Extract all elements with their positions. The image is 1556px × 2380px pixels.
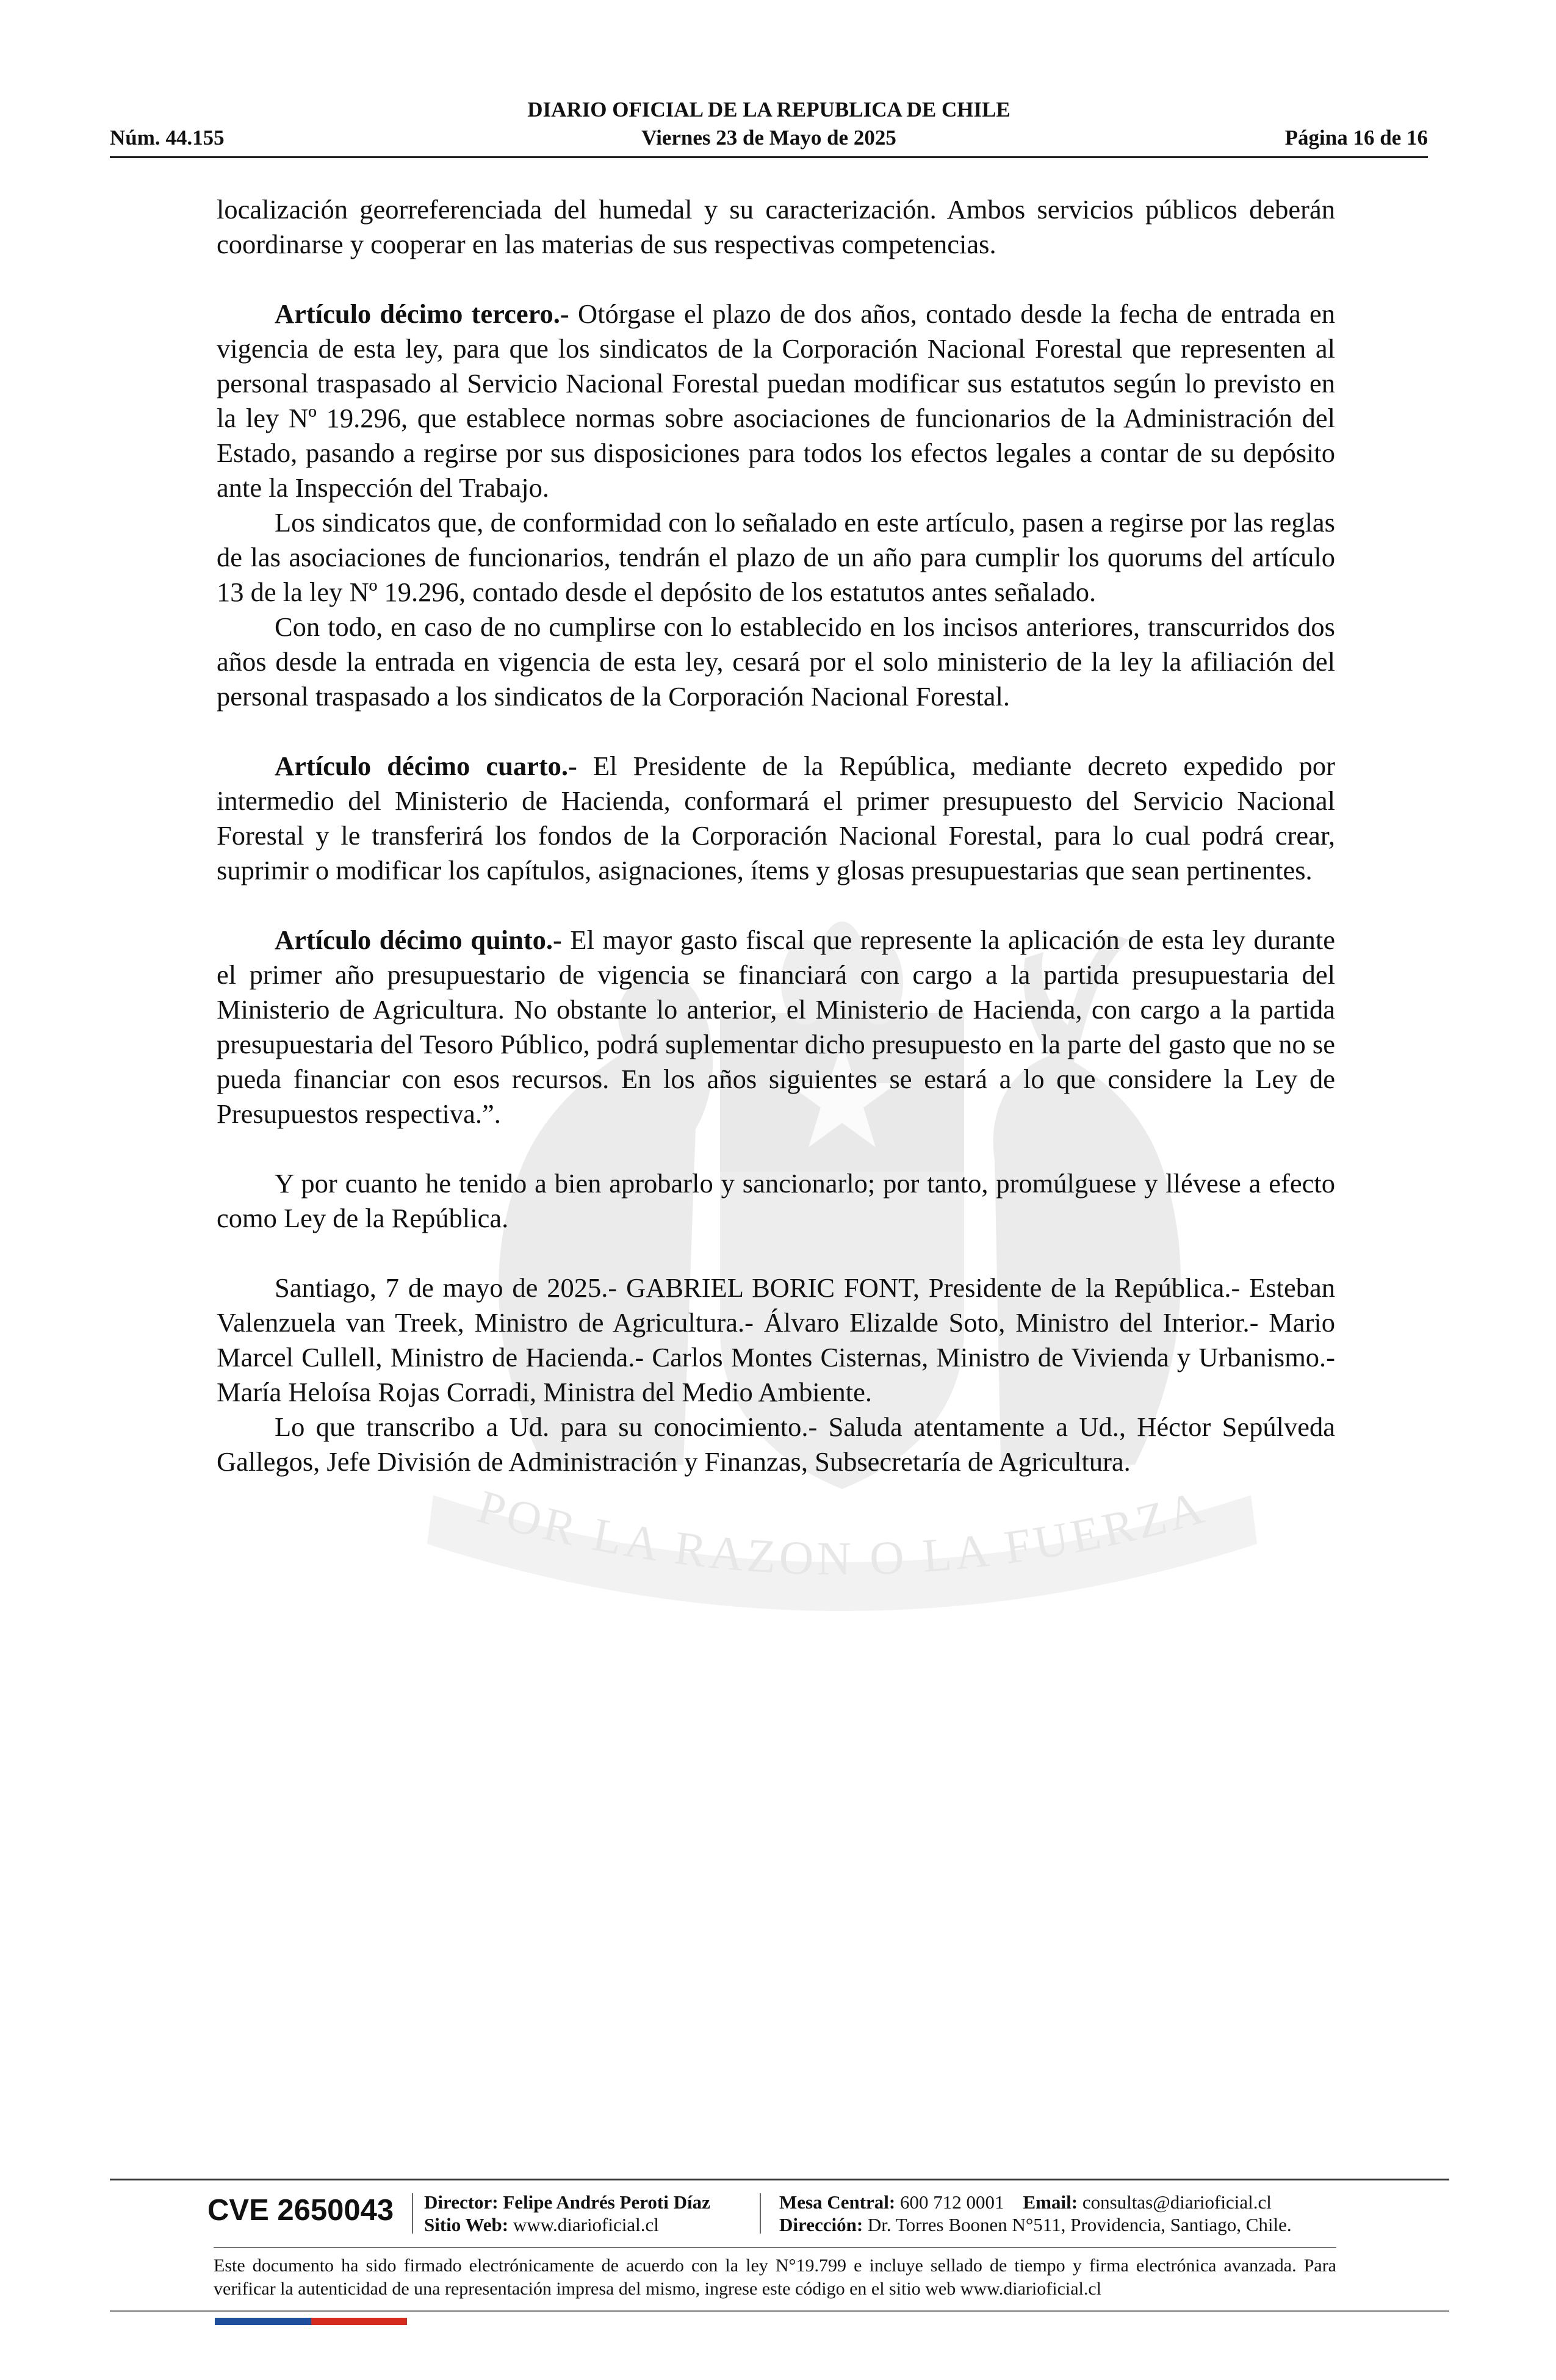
flag-blue-segment [215,2318,311,2325]
email-link[interactable]: consultas@diarioficial.cl [1078,2191,1272,2213]
director-line [424,2191,710,2213]
article-15-heading: Artículo décimo quinto.- [275,925,562,955]
article-13-text: Otórgase el plazo de dos años, contado desde la fecha de entrada en vigencia de esta ley, para que los sindicatos de la Corporación Nacional Forestal que representen al personal traspasado al Servicio Nacional Forestal puedan modificar sus estatutos según lo previsto en la ley Nº 19.296, que establece normas sobre asociaciones de funcionarios de la Administración del Estado, pasando a regirse por sus disposiciones para todos los efectos legales a contar de su depósito ante la Inspección del Trabajo. [217,298,1336,503]
email-label: Email: [1023,2191,1078,2213]
website-line [424,2213,710,2236]
issue-date: Viernes 23 de Mayo de 2025 [641,126,896,150]
electronic-signature-note: Este documento ha sido firmado electrónicamente de acuerdo con la ley N°19.799 e incluye sellado de tiempo y firma electrónica avanzada. Para verificar la autenticidad de una representación impresa del mismo, ingrese este código en el sitio web www.diarioficial.cl [214,2256,1336,2299]
header-divider [110,156,1428,158]
page-footer [110,2179,1449,2325]
article-15 [217,923,1335,1131]
motto-text: POR LA RAZON O LA FUERZA [472,1479,1212,1585]
page-number: Página 16 de 16 [1284,126,1428,150]
article-13-paragraph-2: Los sindicatos que, de conformidad con lo señalado en este artículo, pasen a regirse por las reglas de las asociaciones de funcionarios, tendrán el plazo de un año para cumplir los quorums del artículo 13 de la ley Nº 19.296, contado desde el depósito de los estatutos antes señalado. [217,507,1335,607]
newspaper-title: DIARIO OFICIAL DE LA REPUBLICA DE CHILE [527,98,1010,121]
signatures-paragraph: Santiago, 7 de mayo de 2025.- GABRIEL BORIC FONT, Presidente de la República.- Esteban Valenzuela van Treek, Ministro de Agricultura.- Álvaro Elizalde Soto, Ministro del Interior.- Mario Marcel Cullell, Ministro de Hacienda.- Carlos Montes Cisternas, Ministro de Vivienda y Urbanismo.- María Heloísa Rojas Corradi, Ministra del Medio Ambiente. [217,1272,1335,1407]
footer-separator [760,2193,761,2234]
article-14 [217,749,1335,888]
article-14-heading: Artículo décimo cuarto.- [275,751,577,781]
address-value: Dr. Torres Boonen N°511, Providencia, Santiago, Chile. [863,2214,1292,2235]
director-value: Felipe Andrés Peroti Díaz [498,2191,710,2213]
article-15-text: El mayor gasto fiscal que represente la aplicación de esta ley durante el primer año presupuestario de vigencia se financiará con cargo a la partida presupuestaria del Ministerio de Agricultura. No obstante lo anterior, el Ministerio de Hacienda, con cargo a la partida presupuestaria del Tesoro Público, podrá suplementar dicho presupuesto en la parte del gasto que no se pueda financiar con esos recursos. En los años siguientes se estará a lo que considere la Ley de Presupuestos respectiva.”. [217,925,1335,1129]
phone-label: Mesa Central: [779,2191,896,2213]
cve-code: CVE 2650043 [207,2194,394,2227]
page-header [110,92,1428,160]
promulgation-paragraph: Y por cuanto he tenido a bien aprobarlo y sancionarlo; por tanto, promúlguese y llévese a efecto como Ley de la República. [217,1168,1335,1233]
issue-number: Núm. 44.155 [110,126,225,150]
document-body [217,192,1335,1479]
footer-contact-column-1 [424,2191,710,2236]
footer-separator [412,2193,413,2234]
chile-flag-stripe [215,2318,407,2325]
phone-email-line [779,2191,1292,2213]
website-link[interactable]: www.diarioficial.cl [508,2214,659,2235]
paragraph-continuation: localización georreferenciada del humedal y su caracterización. Ambos servicios públicos deberán coordinarse y cooperar en las materias de sus respectivas competencias. [217,194,1335,259]
footer-middle-divider [214,2247,1336,2248]
article-14-text: El Presidente de la República, mediante decreto expedido por intermedio del Ministerio de Hacienda, conformará el primer presupuesto del Servicio Nacional Forestal y le transferirá los fondos de la Corporación Nacional Forestal, para lo cual podrá crear, suprimir o modificar los capítulos, asignaciones, ítems y glosas presupuestarias que sean pertinentes. [217,751,1335,885]
closing-paragraph: Lo que transcribo a Ud. para su conocimiento.- Saluda atentamente a Ud., Héctor Sepúlveda Gallegos, Jefe División de Administración y Finanzas, Subsecretaría de Agricultura. [217,1412,1335,1477]
website-label: Sitio Web: [424,2214,509,2235]
address-label: Dirección: [779,2214,863,2235]
address-line [779,2213,1292,2236]
footer-bottom-divider [110,2310,1449,2312]
flag-red-segment [311,2318,408,2325]
article-13-heading: Artículo décimo tercero.- [275,298,569,329]
footer-contact-column-2 [779,2191,1292,2236]
article-13 [217,297,1335,505]
article-13-paragraph-3: Con todo, en caso de no cumplirse con lo establecido en los incisos anteriores, transcurridos dos años desde la entrada en vigencia de esta ley, cesará por el solo ministerio de la ley la afiliación del personal traspasado a los sindicatos de la Corporación Nacional Forestal. [217,611,1335,712]
footer-top-divider [110,2179,1449,2180]
director-label: Director: [424,2191,499,2213]
phone-value: 600 712 0001 [895,2191,1004,2213]
